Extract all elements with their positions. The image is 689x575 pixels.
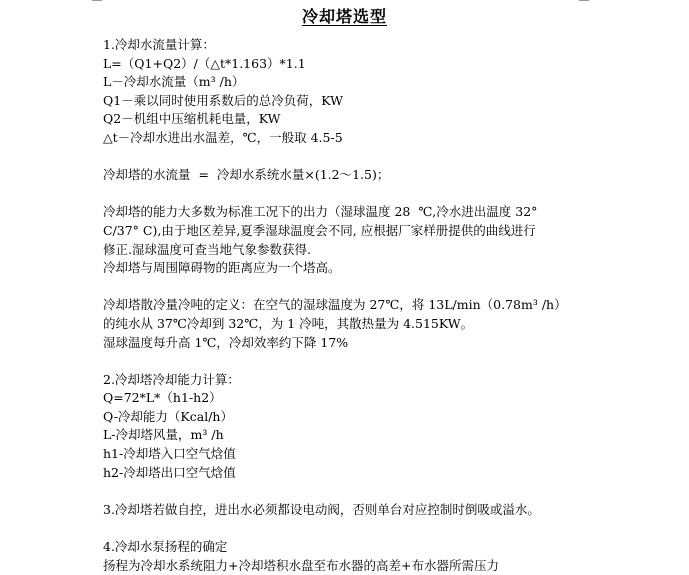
text-line: 冷却塔的能力大多数为标准工况下的出力（湿球温度 28 ℃,冷水进出温度 32° [103,204,538,220]
page-title: 冷却塔选型 [301,7,387,26]
text-line: L－冷却水流量（m³ /h） [103,74,245,90]
text-line: Q=72*L*（h1-h2） [103,390,222,406]
paragraph-spacer [103,278,663,297]
text-line: Q1－乘以同时使用系数后的总冷负荷，KW [103,92,343,108]
text-line: 冷却塔的水流量 = 冷却水系统水量×(1.2～1.5)； [103,167,390,183]
text-line: △t－冷却水进出水温差，℃，一般取 4.5-5 [103,129,343,145]
text-line: 1.冷却水流量计算： [103,37,215,52]
text-line: 4.冷却水泵扬程的确定 [103,539,228,555]
text-line: h2-冷却塔出口空气焓值 [103,464,236,480]
text-line: 修正.湿球温度可查当地气象参数获得. [103,241,311,257]
page-corner-mark-left [92,0,102,1]
text-line: L=（Q1+Q2）/（△t*1.163）*1.1 [103,55,306,71]
text-line: 湿球温度每升高 1℃，冷却效率约下降 17% [103,334,349,350]
paragraph-spacer [103,519,663,538]
text-line: 的纯水从 37℃冷却到 32℃，为 1 冷吨，其散热量为 4.515KW。 [103,315,474,331]
text-line: h1-冷却塔入口空气焓值 [103,446,236,462]
document-body [103,36,663,575]
text-line: 扬程为冷却水系统阻力+冷却塔积水盘至布水器的高差+布水器所需压力 [103,557,499,573]
text-line: 2.冷却塔冷却能力计算： [103,371,240,387]
paragraph-spacer [103,185,663,204]
text-line: 3.冷却塔若做自控，进出水必须都设电动阀，否则单台对应控制时倒吸或溢水。 [103,501,540,517]
text-line: L-冷却塔风量，m³ /h [103,427,224,443]
text-line: C/37° C),由于地区差异,夏季湿球温度会不同, 应根据厂家样册提供的曲线进行 [103,222,536,238]
text-line: 冷却塔与周围障碍物的距离应为一个塔高。 [103,260,341,276]
paragraph-spacer [103,482,663,501]
paragraph-spacer [103,148,663,167]
text-line: Q-冷却能力（Kcal/h） [103,408,233,424]
paragraph-spacer [103,352,663,371]
text-line: 冷却塔散冷量冷吨的定义：在空气的湿球温度为 27℃，将 13L/min（0.78m³ /h） [103,297,567,313]
page-corner-mark-right [579,0,589,1]
text-line: Q2－机组中压缩机耗电量，KW [103,111,281,127]
